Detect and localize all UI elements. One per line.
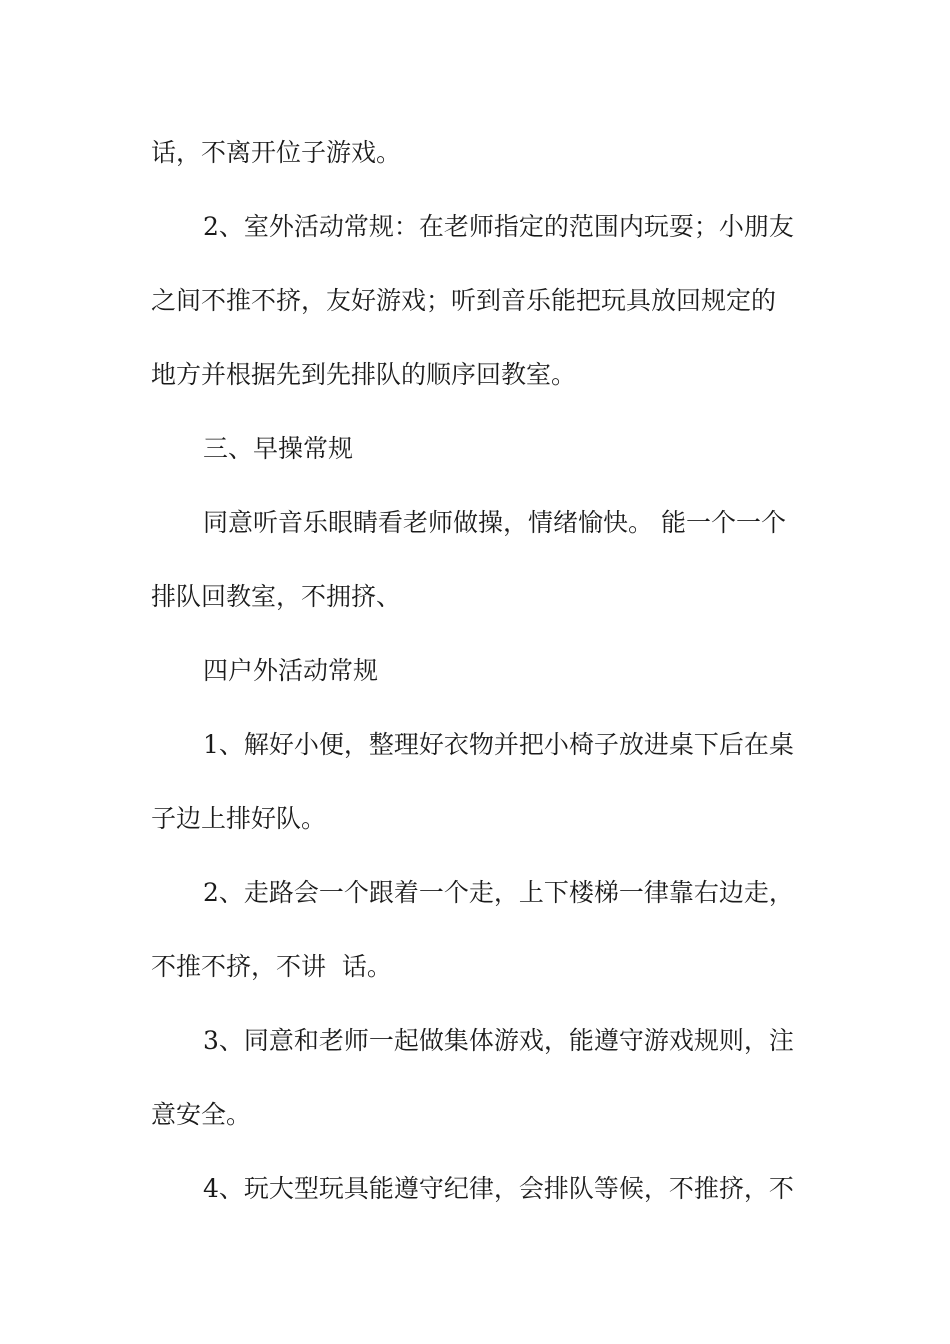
document-body <box>151 128 803 1238</box>
text-line: 排队回教室，不拥挤、 <box>151 582 402 611</box>
text-line: 意安全。 <box>151 1100 252 1129</box>
text-line: 话，不离开位子游戏。 <box>151 138 402 167</box>
text-line: 4、玩大型玩具能遵守纪律，会排队等候，不推挤，不 <box>203 1174 794 1203</box>
text-line: 3、同意和老师一起做集体游戏，能遵守游戏规则，注 <box>203 1026 794 1055</box>
section-heading: 三、早操常规 <box>203 434 354 463</box>
text-line: 2、室外活动常规：在老师指定的范围内玩耍；小朋友 <box>203 212 794 241</box>
text-line: 同意听音乐眼睛看老师做操，情绪愉快。 能一个一个 <box>203 508 786 537</box>
text-line: 之间不推不挤，友好游戏；听到音乐能把玩具放回规定的 <box>151 286 777 315</box>
text-line: 子边上排好队。 <box>151 804 327 833</box>
section-heading: 四户外活动常规 <box>203 656 379 685</box>
text-line: 2、走路会一个跟着一个走，上下楼梯一律靠右边走， <box>203 878 794 907</box>
text-line: 1、解好小便，整理好衣物并把小椅子放进桌下后在桌 <box>203 730 794 759</box>
text-line: 地方并根据先到先排队的顺序回教室。 <box>151 360 577 389</box>
text-line: 不推不挤，不讲 话。 <box>151 952 392 981</box>
